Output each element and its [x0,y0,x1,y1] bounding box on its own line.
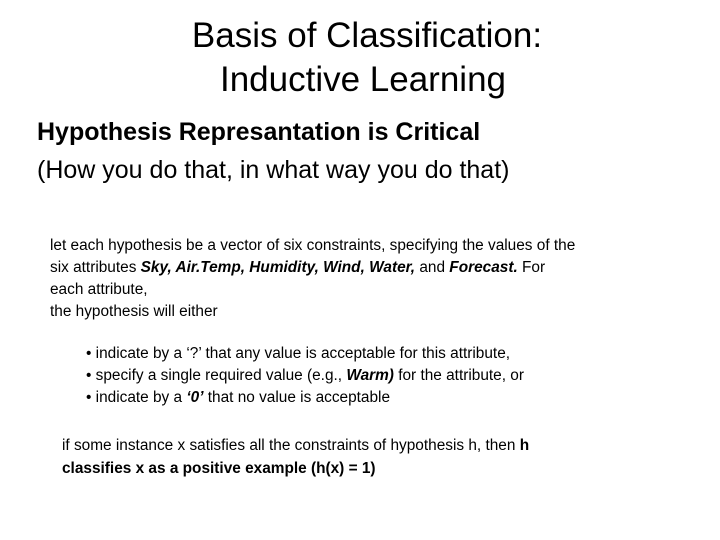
para1-line-3: each attribute, [50,281,148,298]
hypothesis-paragraph [50,235,690,323]
title-line-1: Basis of Classification: [191,16,543,55]
bullet-item-single-value [86,365,524,387]
para1-and: and [415,259,450,276]
subtitle [37,113,509,189]
attribute-forecast: Forecast. [449,259,518,276]
bullet-item-no-value [86,387,524,409]
subtitle-bold: Hypothesis Represantation is Critical [37,118,481,146]
para2-line-2: classifies x as a positive example (h(x) = 1) [62,460,376,477]
bullet-item-any-value: • indicate by a ‘?’ that any value is acceptable for this attribute, [86,345,511,362]
para1-line-2 [50,257,690,279]
zero-value: ‘0’ [186,389,204,406]
constraint-bullet-list [86,343,524,409]
bullet-3-prefix: • indicate by a [86,389,187,406]
bullet-2-suffix: for the attribute, or [393,367,524,384]
para2-line-1-normal: if some instance x satisfies all the constraints of hypothesis h, then [62,437,520,454]
para1-line-1: let each hypothesis be a vector of six constraints, specifying the values of the [50,237,576,254]
para1-line-4: the hypothesis will either [50,303,218,320]
warm-value: Warm) [346,367,394,384]
bullet-2-prefix: • specify a single required value (e.g., [86,367,347,384]
title-line-2: Inductive Learning [219,60,507,99]
bullet-3-suffix: that no value is acceptable [203,389,391,406]
classification-paragraph [62,434,529,480]
para2-line-1 [62,434,529,457]
para1-line-2-prefix: six attributes [50,259,141,276]
para2-line-1-bold: h [519,437,530,454]
subtitle-normal: (How you do that, in what way you do that) [37,156,510,184]
para1-line-2-suffix: For [517,259,546,276]
slide-title [0,14,720,102]
attribute-list: Sky, Air.Temp, Humidity, Wind, Water, [140,259,416,276]
